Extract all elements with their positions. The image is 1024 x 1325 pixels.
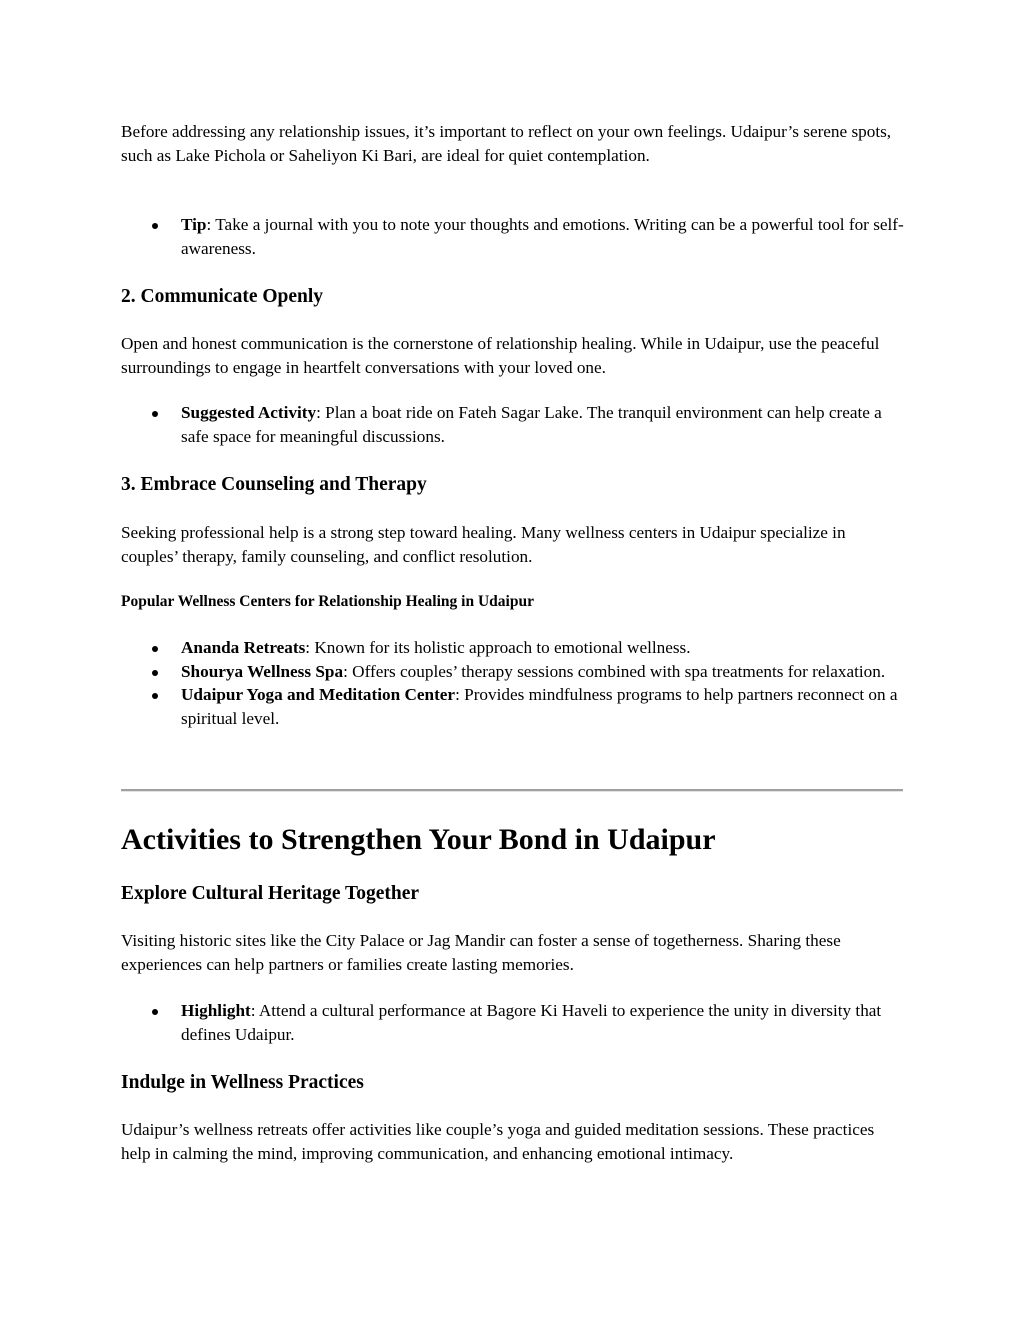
section-counseling-body (121, 521, 906, 568)
section-communicate-body (121, 332, 906, 379)
intro-paragraph: Before addressing any relationship issues, it’s important to reflect on your own feelings. Udaipur’s serene spots, such as Lake Pichola or Saheliyon Ki Bari, are ideal for quiet contemplation. (121, 122, 892, 165)
section-paragraph: Udaipur’s wellness retreats offer activities like couple’s yoga and guided meditation sessions. These practices help in calming the mind, improving communication, and enhancing emotional intimacy. (121, 1120, 875, 1163)
section-communicate (121, 285, 906, 309)
list-item (181, 636, 906, 660)
heritage-body (121, 929, 906, 976)
center-text: : Known for its holistic approach to emotional wellness. (305, 638, 691, 657)
section-paragraph: Visiting historic sites like the City Palace or Jag Mandir can foster a sense of togetherness. Sharing these experiences can help partners or families create lasting memories. (121, 931, 841, 974)
subheading: Popular Wellness Centers for Relationship Healing in Udaipur (121, 593, 534, 610)
heritage-heading-wrap (121, 882, 906, 906)
list-item (181, 683, 906, 730)
tip-text: : Take a journal with you to note your thoughts and emotions. Writing can be a powerful tool for self-awareness. (181, 215, 904, 258)
horizontal-divider (121, 789, 903, 792)
tip-label: Tip (181, 215, 207, 234)
list-item (181, 999, 906, 1046)
section-heading: Indulge in Wellness Practices (121, 1072, 364, 1093)
list-item (181, 660, 906, 684)
bullet-text: : Plan a boat ride on Fateh Sagar Lake. The tranquil environment can help create a safe space for meaningful discussions. (181, 403, 882, 446)
bullet-text: : Attend a cultural performance at Bagore Ki Haveli to experience the unity in diversity that defines Udaipur. (181, 1001, 882, 1044)
center-text: : Offers couples’ therapy sessions combined with spa treatments for relaxation. (343, 661, 886, 681)
highlight-list (121, 999, 906, 1046)
section-counseling (121, 473, 906, 497)
section-paragraph: Open and honest communication is the cornerstone of relationship healing. While in Udaipur, use the peaceful surroundings to engage in heartfelt conversations with your loved one. (121, 334, 880, 377)
center-name: Ananda Retreats (181, 638, 306, 657)
intro-section (121, 120, 906, 167)
section-paragraph: Seeking professional help is a strong step toward healing. Many wellness centers in Udaipur specialize in couples’ therapy, family counseling, and conflict resolution. (121, 523, 846, 566)
bullet-label: Highlight (181, 1001, 251, 1020)
tip-list (121, 213, 906, 260)
suggested-activity-list (121, 401, 906, 448)
wellness-heading-wrap (121, 1071, 906, 1095)
wellness-centers-list (121, 636, 906, 730)
list-item (181, 401, 906, 448)
center-name: Shourya Wellness Spa (181, 661, 344, 681)
activities-heading-wrap (121, 822, 906, 858)
list-item (181, 213, 906, 260)
bullet-label: Suggested Activity (181, 403, 317, 422)
section-heading: 3. Embrace Counseling and Therapy (121, 474, 427, 495)
center-name: Udaipur Yoga and Meditation Center (181, 685, 456, 704)
wellness-centers-subheading (121, 592, 906, 612)
page-heading: Activities to Strengthen Your Bond in Udaipur (121, 823, 716, 856)
center-text: : Provides mindfulness programs to help partners reconnect on a spiritual level. (181, 685, 898, 728)
section-heading: 2. Communicate Openly (121, 286, 324, 307)
section-heading: Explore Cultural Heritage Together (121, 883, 420, 904)
wellness-body (121, 1118, 906, 1165)
